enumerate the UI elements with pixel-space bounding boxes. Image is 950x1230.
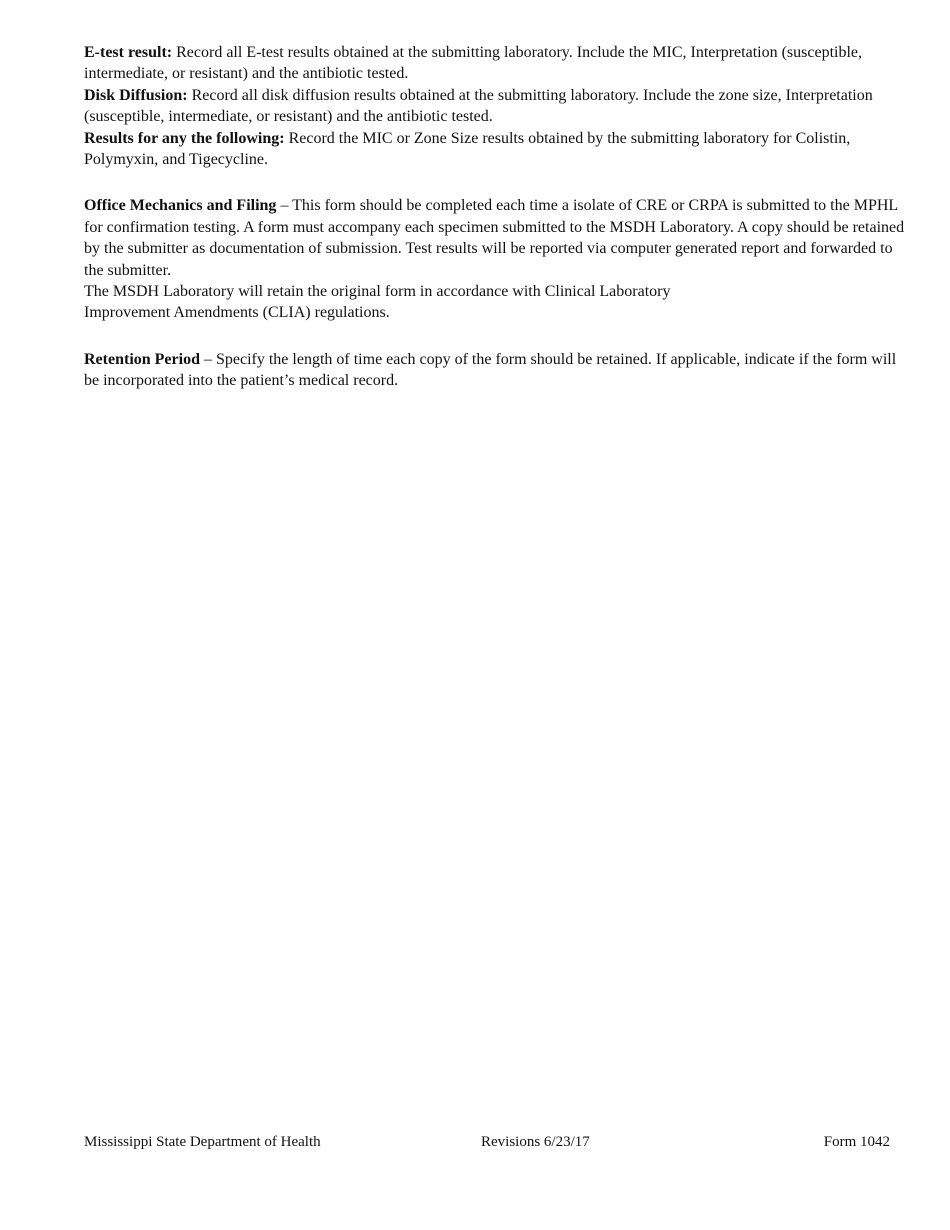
etest-heading: E-test result: [84,44,173,61]
retention-text: – Specify the length of time each copy of the form should be retained. If applicable, indicate if the form will be incorporated into the patient’s medical record. [84,350,897,390]
clia-paragraph [84,281,914,324]
office-mechanics-paragraph [84,195,914,281]
clia-text-line-2: Improvement Amendments (CLIA) regulations. [84,304,390,322]
footer-form-number: Form 1042 [823,1134,890,1150]
disk-diffusion-paragraph [84,85,914,128]
results-paragraph [84,128,914,171]
document-body [84,42,914,392]
retention-heading: Retention Period [84,350,200,368]
disk-diffusion-heading: Disk Diffusion: [84,86,188,104]
results-heading: Results for any the following: [84,129,285,147]
section-gap [84,324,914,349]
results-text: Record the MIC or Zone Size results obtained by the submitting laboratory for Colistin, Polymyxin, and Tigecycline. [84,129,851,169]
page-footer [84,1132,890,1154]
section-gap [84,170,914,195]
disk-diffusion-text: Record all disk diffusion results obtained at the submitting laboratory. Include the zone size, Interpretation (susceptible, intermediate, or resistant) and the antibiotic tested. [84,86,873,126]
clia-text-line-1: The MSDH Laboratory will retain the original form in accordance with Clinical Laboratory [84,283,671,301]
footer-department: Mississippi State Department of Health [84,1134,321,1150]
etest-text: Record all E-test results obtained at the submitting laboratory. Include the MIC, Interpretation (susceptible, intermediate, or resistant) and the antibiotic tested. [84,44,863,83]
footer-revision: Revisions 6/23/17 [481,1134,590,1150]
etest-paragraph [84,42,914,85]
retention-paragraph [84,349,914,392]
office-mechanics-text: – This form should be completed each time a isolate of CRE or CRPA is submitted to the MPHL for confirmation testing. A form must accompany each specimen submitted to the MSDH Laboratory. A copy should be retained by the submitter as documentation of submission. Test results will be reported via computer generated report and forwarded to the submitter. [84,197,905,279]
office-mechanics-heading: Office Mechanics and Filing [84,197,277,215]
